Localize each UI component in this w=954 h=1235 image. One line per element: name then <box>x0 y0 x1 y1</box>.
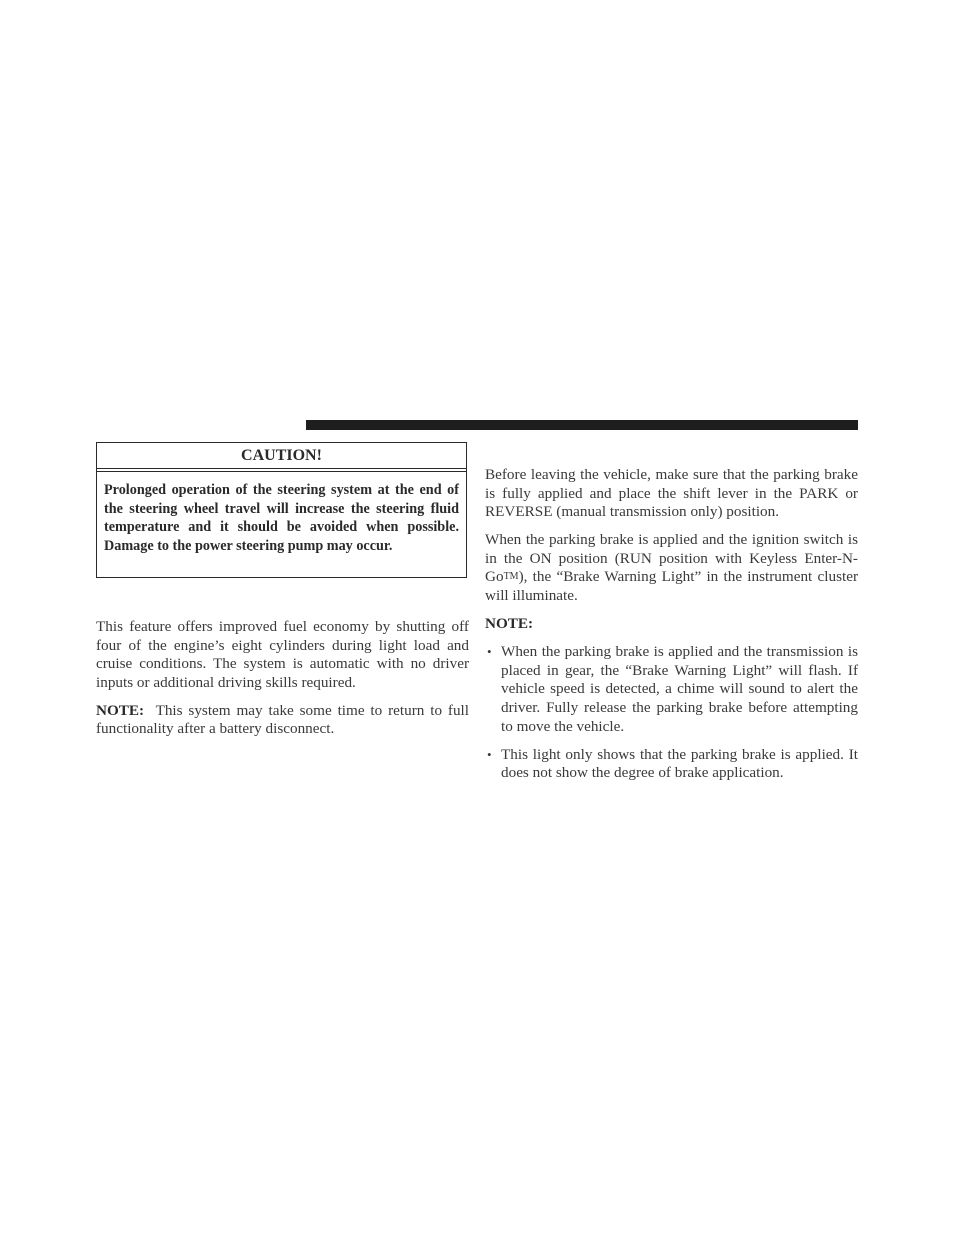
right-note-label: NOTE: <box>485 615 534 633</box>
left-note <box>96 702 469 739</box>
right-column <box>485 466 858 792</box>
bullet-icon: • <box>487 746 492 762</box>
section-header-rule <box>306 420 858 430</box>
list-item <box>485 643 858 736</box>
left-column <box>96 618 469 749</box>
bullet-icon: • <box>487 644 492 660</box>
trademark-symbol: TM <box>503 571 519 583</box>
parking-brake-paragraph-2 <box>485 531 858 605</box>
caution-title: CAUTION! <box>97 443 466 469</box>
bullet-text: This light only shows that the parking brake is applied. It does not show the degree of brake application. <box>501 745 858 782</box>
caution-box <box>96 442 467 578</box>
bullet-text: When the parking brake is applied and the transmission is placed in gear, the “Brake Warning Light” will flash. If vehicle speed is detected, a chime will sound to alert the driver. Fully release the parking brake before attempting to move the vehicle. <box>501 643 858 735</box>
list-item <box>485 746 858 783</box>
left-note-text: This system may take some time to return to full functionality after a battery disconnect. <box>96 701 469 738</box>
left-note-label: NOTE: <box>96 701 145 719</box>
caution-text: Prolonged operation of the steering system at the end of the steering wheel travel will increase the steering fluid temperature and it should be avoided when possible. Damage to the power steering pump may occur. <box>104 482 459 554</box>
fuel-saver-paragraph: This feature offers improved fuel economy by shutting off four of the engine’s eight cylinders during light load and cruise conditions. The system is automatic with no driver inputs or additional driving skills required. <box>96 618 469 691</box>
note-bullet-list <box>485 643 858 783</box>
parking-brake-paragraph-1: Before leaving the vehicle, make sure that the parking brake is fully applied and place the shift lever in the PARK or REVERSE (manual transmission only) position. <box>485 466 858 521</box>
paragraph-2-part-b: ), the “Brake Warning Light” in the instrument cluster will illuminate. <box>485 568 858 605</box>
paragraph-2-part-a: When the parking brake is applied and the ignition switch is in the ON position (RUN position with Keyless Enter-N-Go <box>485 531 858 586</box>
